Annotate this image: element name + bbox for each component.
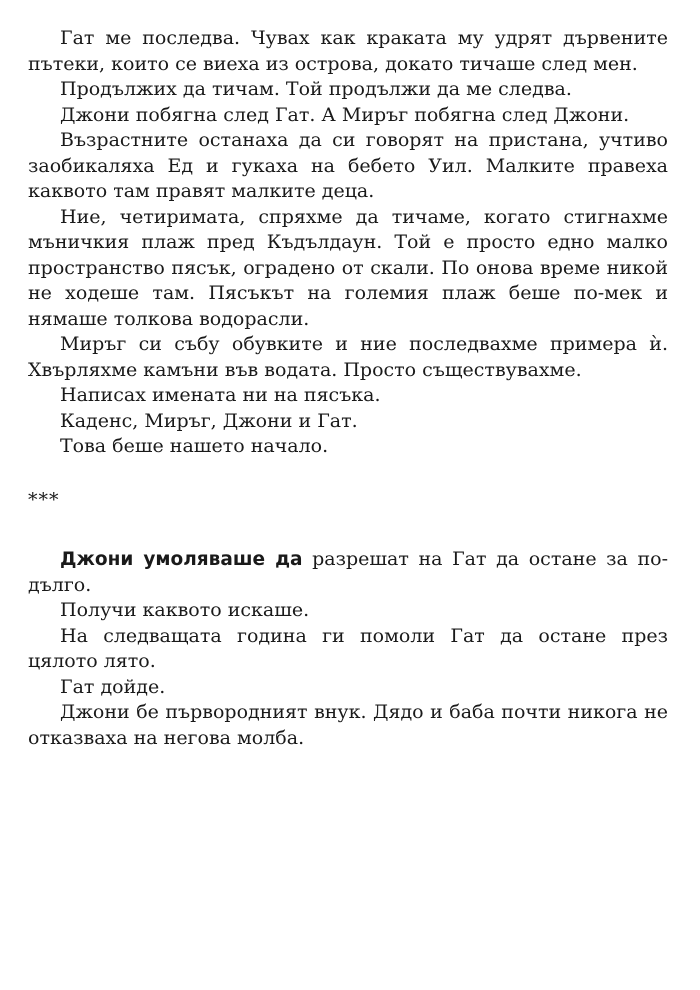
- paragraph: На следващата година ги помоли Гат да остане през цялото лято.: [28, 624, 668, 672]
- paragraph: Получи каквото искаше.: [60, 599, 310, 621]
- paragraph: Това беше нашето начало.: [60, 435, 329, 457]
- paragraph: Написах имената ни на пясъка.: [60, 384, 381, 406]
- paragraph: Джони бе първородният внук. Дядо и баба почти никога не отказваха на негова молба.: [28, 701, 668, 749]
- paragraph: Каденс, Миръг, Джони и Гат.: [60, 409, 358, 432]
- paragraph: Гат дойде.: [60, 675, 166, 698]
- paragraph: Продължих да тичам. Той продължи да ме следва.: [60, 78, 572, 100]
- section-separator: ***: [28, 488, 60, 511]
- section-lead-bold: Джони умоляваше да: [60, 549, 303, 570]
- book-page: [28, 26, 668, 751]
- section-lead-rest: разрешат на Гат да остане за по-дълго.: [28, 548, 669, 596]
- paragraph: Възрастните останаха да си говорят на пристана, учтиво заобикаляха Ед и гукаха на бебето Уил. Малките правеха каквото там правят малките деца.: [28, 129, 668, 202]
- paragraph: Миръг си събу обувките и ние последвахме примера ѝ. Хвърляхме камъни във водата. Просто съществувахме.: [28, 333, 668, 381]
- paragraph: Ние, четиримата, спряхме да тичаме, когато стигнахме мъничкия плаж пред Къдълдаун. Той е просто едно малко пространство пясък, оградено от скали. По онова време никой не ходеше там. Пясъкът на големия плаж беше по-мек и нямаше толкова водорасли.: [28, 205, 668, 330]
- paragraph: Джони побягна след Гат. А Миръг побягна след Джони.: [60, 103, 630, 126]
- paragraph: Гат ме последва. Чувах как краката му удрят дървените пътеки, които се виеха из острова, докато тичаше след мен.: [28, 27, 668, 75]
- section-opening-paragraph: [28, 547, 668, 598]
